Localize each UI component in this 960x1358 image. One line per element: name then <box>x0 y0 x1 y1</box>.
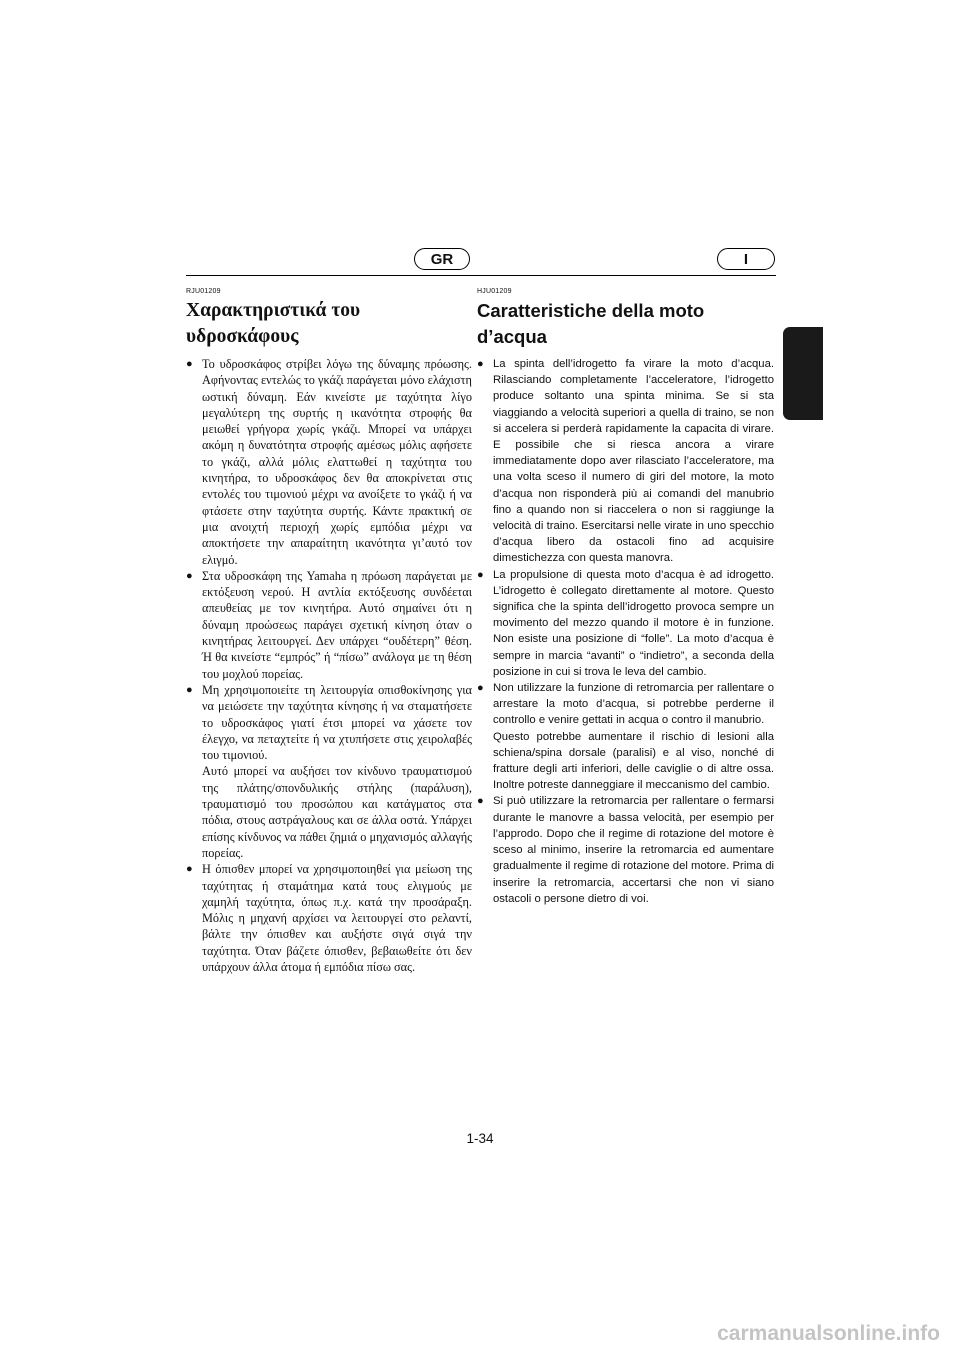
item-text: Μη χρησιμοποιείτε τη λειτουργία οπισθοκίνησης για να μειώσετε την ταχύτητα κίνησης ή να σταματήσετε το υδροσκάφος γιατί έτσι μπορεί να χάσετε τον έλεγχο, να πεταχτείτε ή να χτυπήσετε στις χειρολαβές του τιμονιού. <box>202 682 472 763</box>
section-thumb-tab <box>783 327 823 420</box>
list-item <box>186 682 472 861</box>
section-title: Χαρακτηριστικά του υδροσκάφους <box>186 300 361 347</box>
section-code: HJU01209 <box>477 288 512 295</box>
list-item <box>477 567 774 680</box>
italian-column <box>477 288 774 907</box>
list-item <box>477 356 774 567</box>
list-item <box>477 793 774 906</box>
item-text: La spinta dell’idrogetto fa virare la moto d’acqua. Rilasciando completamente l’acceleratore, l’idrogetto produce soltanto una spinta minima. Se si sta viaggiando a velocità superiori a quella di traino, se non si accelera si perderà rapidamente la capacita di virare. E possibile che si riesca ancora a virare immediatamente dopo aver rilasciato l’acceleratore, ma una volta sceso il numero di giri del motore, la moto d’acqua non risponderà più ai comandi del manubrio fino a quando non si riaccelera o non si raggiunge la velocità di traino. Esercitarsi nelle virate in uno specchio d’acqua libero da ostacoli fino ad acquisire dimestichezza con questa manovra. <box>493 358 774 565</box>
item-text: La propulsione di questa moto d’acqua è ad idrogetto. L’idrogetto è collegato direttamente al motore. Questo significa che la spinta dell’idrogetto provoca sempre un movimento del mezzo quando il motore è in funzione. Non esiste una posizione di “folle”. La moto d’acqua è sempre in marcia “avanti” o “indietro”, a seconda della posizione in cui si trova le leva del cambio. <box>493 568 774 678</box>
section-code: RJU01209 <box>186 288 221 295</box>
item-text: Στα υδροσκάφη της Yamaha η πρόωση παράγεται με εκτόξευση νερού. Η αντλία εκτόξευσης συνδέεται απευθείας με τον κινητήρα. Αυτό σημαίνει ότι η δύναμη προώσεως παράγει σχετική κίνηση όταν ο κινητήρας λειτουργεί. Δεν υπάρχει “ουδέτερη” θέση. Ή θα κινείστε “εμπρός” ή “πίσω” ανάλογα με τη θέση του μοχλού πορείας. <box>202 568 472 681</box>
bullet-icon: ● <box>477 568 484 581</box>
bullet-icon: ● <box>477 682 484 695</box>
item-text: Το υδροσκάφος στρίβει λόγω της δύναμης πρόωσης. Αφήνοντας εντελώς το γκάζι παράγεται μόνο ελάχιστη ωστική δύναμη. Εάν κινείστε με ταχύτητα λίγο μεγαλύτερη της συρτής η ικανότητα στροφής θα μειωθεί γρήγορα χωρίς γκάζι. Μπορεί να υπάρχει ακόμη η δυνατότητα στροφής αμέσως μόλις αφήσετε το γκάζι, αλλά μόλις ελαττωθεί η ταχύτητα του κινητήρα, το υδροσκάφος δεν θα αποκρίνεται στις εντολές του τιμονιού μέχρι να ανοίξετε το γκάζι ή να φτάσετε στην ταχύτητα συρτής. Κάντε πρακτική σε μια ανοιχτή περιοχή χωρίς εμπόδια μέχρι να αποκτήσετε την απαραίτητη ικανότητα γι’αυτό τον ελιγμό. <box>202 357 472 567</box>
page-number: 1-34 <box>466 1131 494 1146</box>
list-item <box>477 680 774 793</box>
greek-column <box>186 288 472 975</box>
bullet-icon: ● <box>186 863 193 876</box>
section-title: Caratteristiche della moto d’acqua <box>477 300 705 347</box>
item-text: Si può utilizzare la retromarcia per rallentare o fermarsi durante le manovre a bassa velocità, per esempio per l’approdo. Dopo che il regime di rotazione del motore è sceso al minimo, inserire la retromarcia ed aumentare gradualmente il regime di rotazione del motore. Prima di inserire la retromarcia, accertarsi che non vi siano ostacoli o persone dietro di voi. <box>493 795 774 905</box>
watermark: carmanualsonline.info <box>717 1322 940 1345</box>
list-item <box>186 861 472 975</box>
item-extra-text: Questo potrebbe aumentare il rischio di lesioni alla schiena/spina dorsale (paralisi) e al viso, nonché di fratture degli arti inferiori, delle caviglie o di altre ossa. Inoltre potreste danneggiare il meccanismo del cambio. <box>493 730 774 792</box>
bullet-icon: ● <box>186 358 193 370</box>
bullet-icon: ● <box>186 683 193 696</box>
list-item <box>186 356 472 568</box>
bullet-icon: ● <box>477 358 484 370</box>
item-extra-text: Αυτό μπορεί να αυξήσει τον κίνδυνο τραυματισμού της πλάτης/σπονδυλικής στήλης (παράλυση), τραυματισμό του προσώπου και κατάγματος στα πόδια, στους αστράγαλους και σε άλλα οστά. Υπάρχει επίσης κίνδυνος να πάθει ζημιά ο μηχανισμός αλλαγής πορείας. <box>202 764 472 860</box>
bullet-icon: ● <box>186 569 193 582</box>
bullet-icon: ● <box>477 795 484 808</box>
item-text: Non utilizzare la funzione di retromarcia per rallentare o arrestare la moto d’acqua, si potrebbe perderne il controllo e venire gettati in acqua o contro il manubrio. <box>493 682 774 727</box>
language-tag-italian: I <box>717 248 775 270</box>
list-item <box>186 568 472 682</box>
item-text: Η όπισθεν μπορεί να χρησιμοποιηθεί για μείωση της ταχύτητας ή σταμάτημα κατά τους ελιγμούς με χαμηλή ταχύτητα, όπως π.χ. κατά την προσάραξη. Μόλις η μηχανή αρχίσει να λειτουργεί στο ρελαντί, βάλτε την όπισθεν και αυξήστε σιγά σιγά την ταχύτητα. Όταν βάζετε όπισθεν, βεβαιωθείτε ότι δεν υπάρχουν άλλα άτομα ή εμπόδια πίσω σας. <box>202 862 472 974</box>
language-tag-greek: GR <box>414 248 470 270</box>
header-rule <box>186 275 776 276</box>
